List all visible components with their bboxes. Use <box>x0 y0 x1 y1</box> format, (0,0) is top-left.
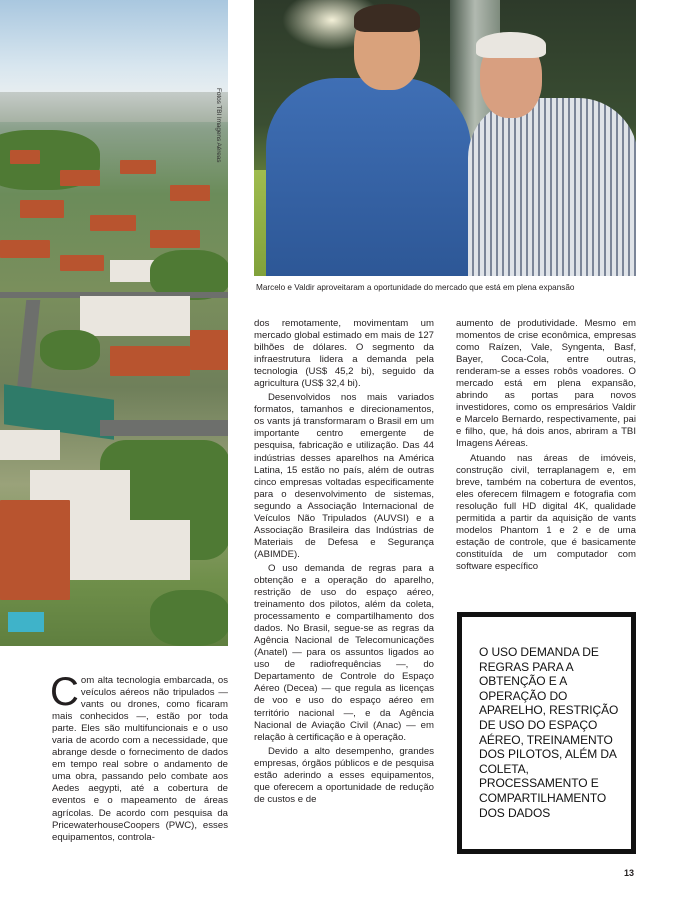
mid-paragraph-3: O uso demanda de regras para a obtenção e a operação do aparelho, restrição de uso do espaço aéreo, treinamento dos pilotos, além da coleta, processamento e compartilhamento dos dados. No Brasil, segue-se as regras da Agência Nacional de Telecomunicações (Anatel) — para os assuntos ligados ao uso de radiofrequências —, do Departamento de Controle do Espaço Aéreo (Decea) — que regula as licenças de voo e uso do espaço aéreo em território nacional —, e da Agência Nacional de Aviação Civil (Anac) — em relação à certificação e à operação. <box>254 562 434 743</box>
photo-caption: Marcelo e Valdir aproveitaram a oportunidade do mercado que está em plena expansão <box>256 283 575 292</box>
right-column <box>456 318 636 573</box>
left-paragraph: Com alta tecnologia embarcada, os veículos aéreos não tripulados — vants ou drones, como ficaram mais conhecidos —, estão por toda parte. Eles são multifuncionais e o uso varia de acordo com a necessidade, que abrange desde o fornecimento de dados em tempo real sobre o andamento de uma obra, passando pelo combate aos Aedes aegypti, até a cobertura de eventos e o mapeamento de áreas agrícolas. De acordo com pesquisa da PricewaterhouseCoopers (PWC), esses equipamentos, controla- <box>50 670 228 843</box>
page-number: 13 <box>624 868 635 878</box>
aerial-city-photo <box>0 0 228 646</box>
mid-paragraph-1: dos remotamente, movimentam um mercado global estimado em mais de 127 bilhões de dólares. O segmento da infraestrutura lidera a demanda pela tecnologia (US$ 45,2 bi), seguido da agricultura (US$ 32,4 bi). <box>254 318 434 390</box>
mid-paragraph-4: Devido a alto desempenho, grandes empresas, órgãos públicos e de pesquisa estão aderindo a esses equipamentos, que oferecem a oportunidade de redução de custos e de <box>254 745 434 805</box>
photo-credit: Fotos TBI Imagens Aéreas <box>215 88 222 163</box>
left-column <box>50 670 228 844</box>
middle-column <box>254 318 434 806</box>
portrait-photo <box>254 0 636 276</box>
right-paragraph-2: Atuando nas áreas de imóveis, construção civil, terraplanagem e, em breve, também na cobertura de eventos, eles oferecem filmagem e fotografia com resolução full HD digital 4K, qualidade permitida a partir da aquisição de vants modelos Phantom 1 e 2 e de uma estação de controle, que é basicamente constituída de um computador com software específico <box>456 452 636 572</box>
drop-cap: C <box>50 670 79 714</box>
mid-paragraph-2: Desenvolvidos nos mais variados formatos, tamanhos e direcionamentos, os vants já transformaram o Brasil em um importante centro emergente de pesquisa, fabricação e utilização. Das 44 indústrias desses aparelhos na América Latina, 15 estão no país, além de outras cinco empresas voltadas especificamente para o desenvolvimento de sistemas, segundo a Associação Internacional de Veículos Não Tripulados (AUVSI) e a Associação Brasileira das Indústrias de Materiais de Defesa e Segurança (ABIMDE). <box>254 392 434 560</box>
pull-quote-box <box>457 612 636 854</box>
pull-quote-text: O USO DEMANDA DE REGRAS PARA A OBTENÇÃO E A OPERAÇÃO DO APARELHO, RESTRIÇÃO DE USO DO ESPAÇO AÉREO, TREINAMENTO DOS PILOTOS, ALÉM DA COLETA, PROCESSAMENTO E COMPARTILHAMENTO DOS DADOS <box>479 645 619 820</box>
right-paragraph-1: aumento de produtividade. Mesmo em momentos de crise econômica, empresas como Raízen, Vale, Syngenta, Basf, Bayer, Coca-Cola, entre outras, renderam-se a esses robôs voadores. O mercado está em plena expansão, abrindo as portas para novos investidores, como os empresários Valdir e Marcelo Bernardo, respectivamente, pai e filho, que, há dois anos, abriram a TBI Imagens Aéreas. <box>456 318 636 450</box>
